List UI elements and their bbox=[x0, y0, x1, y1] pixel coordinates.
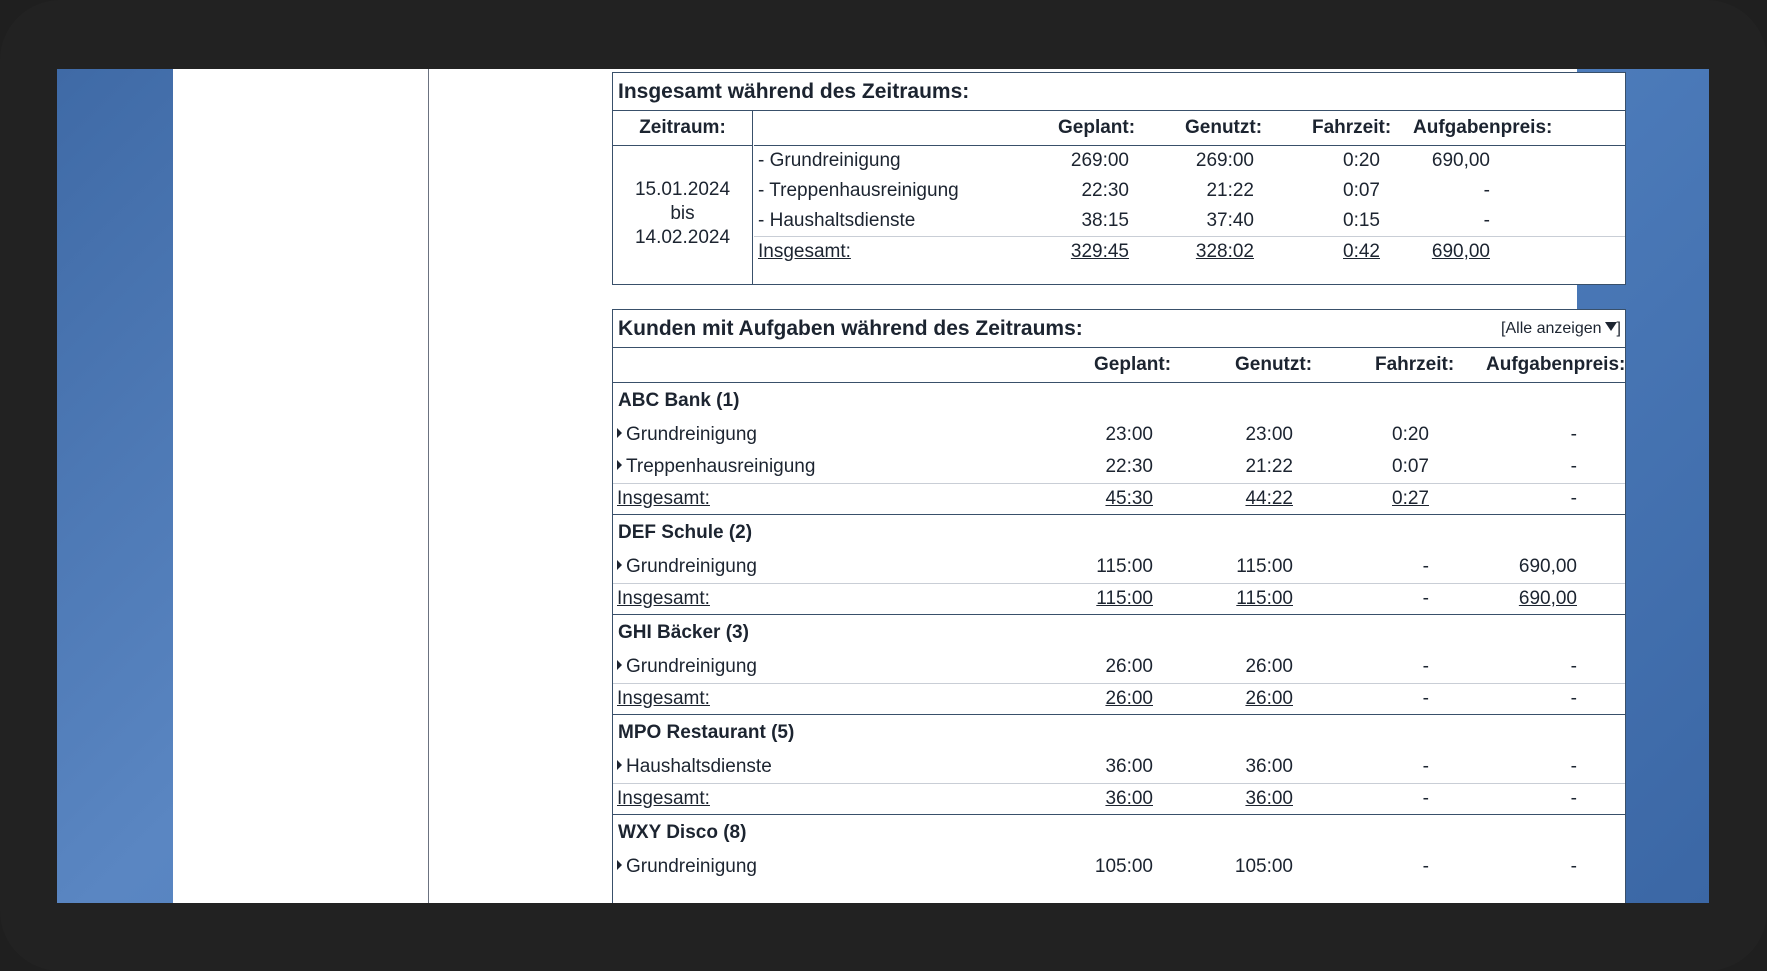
report-page bbox=[173, 69, 1626, 903]
task-label[interactable] bbox=[617, 651, 757, 683]
task-label[interactable] bbox=[617, 419, 757, 451]
task-row bbox=[754, 146, 1625, 176]
total-label[interactable] bbox=[758, 237, 851, 267]
value-used: 21:22 bbox=[1245, 456, 1293, 477]
value-drive: - bbox=[1422, 556, 1429, 577]
task-row bbox=[613, 751, 1625, 783]
value-price: 690,00 bbox=[1431, 150, 1490, 171]
value-used: 26:00 bbox=[1245, 656, 1293, 677]
expand-arrow-icon bbox=[617, 660, 622, 670]
summary-panel bbox=[612, 72, 1626, 285]
value-price: - bbox=[1570, 424, 1577, 445]
task-row bbox=[754, 206, 1625, 236]
value-planned: 22:30 bbox=[1081, 180, 1129, 201]
value-planned[interactable]: 115:00 bbox=[1096, 588, 1153, 609]
task-label bbox=[758, 176, 959, 206]
value-drive: 0:07 bbox=[1392, 456, 1429, 477]
value-drive: 0:20 bbox=[1343, 150, 1380, 171]
label-text: Grundreinigung bbox=[626, 424, 757, 445]
customer-name: MPO Restaurant (5) bbox=[618, 722, 795, 743]
customers-title-text: Kunden mit Aufgaben während des Zeitraums: bbox=[618, 317, 1083, 340]
value-planned: 26:00 bbox=[1105, 656, 1153, 677]
summary-header-row bbox=[754, 111, 1625, 146]
label-text: - Haushaltsdienste bbox=[758, 210, 916, 231]
show-all-label: [Alle anzeigen bbox=[1501, 320, 1602, 337]
value-planned: 23:00 bbox=[1105, 424, 1153, 445]
task-row bbox=[613, 651, 1625, 683]
task-label bbox=[758, 146, 901, 176]
show-all-toggle[interactable] bbox=[1501, 310, 1621, 347]
label-text: Insgesamt: bbox=[617, 688, 710, 709]
value-used[interactable]: 115:00 bbox=[1236, 588, 1293, 609]
task-row bbox=[754, 176, 1625, 206]
screen bbox=[57, 69, 1709, 903]
value-planned: 38:15 bbox=[1081, 210, 1129, 231]
value-planned: 36:00 bbox=[1105, 756, 1153, 777]
value-used: 36:00 bbox=[1245, 756, 1293, 777]
value-drive: - bbox=[1422, 656, 1429, 677]
value-drive: 0:20 bbox=[1392, 424, 1429, 445]
label-text: Grundreinigung bbox=[626, 656, 757, 677]
value-drive: - bbox=[1422, 588, 1429, 609]
period-range bbox=[613, 146, 752, 250]
period-column bbox=[613, 111, 753, 285]
label-text: Treppenhausreinigung bbox=[626, 456, 816, 477]
value-price: - bbox=[1570, 756, 1577, 777]
task-row bbox=[613, 451, 1625, 483]
customer-group bbox=[613, 814, 1625, 883]
caret-down-icon bbox=[1605, 322, 1617, 331]
value-drive: - bbox=[1422, 856, 1429, 877]
value-drive: - bbox=[1422, 688, 1429, 709]
value-used[interactable]: 36:00 bbox=[1245, 788, 1293, 809]
value-price: - bbox=[1483, 210, 1490, 231]
task-label bbox=[758, 206, 915, 236]
value-drive: - bbox=[1422, 756, 1429, 777]
period-from: 15.01.2024 bbox=[634, 179, 731, 200]
label-text: - Treppenhausreinigung bbox=[758, 180, 959, 201]
value-price: 690,00 bbox=[1518, 556, 1577, 577]
value-price: - bbox=[1570, 488, 1577, 509]
task-row bbox=[613, 851, 1625, 883]
period-header: Zeitraum: bbox=[613, 111, 752, 146]
expand-arrow-icon bbox=[617, 460, 622, 470]
header-planned: Geplant: bbox=[1094, 354, 1172, 375]
value-price[interactable]: 690,00 bbox=[1431, 241, 1490, 262]
task-label[interactable] bbox=[617, 851, 757, 883]
customer-group bbox=[613, 714, 1625, 814]
value-planned[interactable]: 45:30 bbox=[1105, 488, 1153, 509]
task-label[interactable] bbox=[617, 751, 772, 783]
value-planned[interactable]: 36:00 bbox=[1105, 788, 1153, 809]
expand-arrow-icon bbox=[617, 428, 622, 438]
value-planned: 269:00 bbox=[1070, 150, 1129, 171]
customer-group bbox=[613, 614, 1625, 714]
header-planned: Geplant: bbox=[1058, 117, 1136, 138]
value-used: 21:22 bbox=[1206, 180, 1254, 201]
customers-header-row bbox=[613, 348, 1625, 383]
value-used: 115:00 bbox=[1236, 556, 1293, 577]
value-planned: 115:00 bbox=[1096, 556, 1153, 577]
customer-name: WXY Disco (8) bbox=[618, 822, 747, 843]
value-drive: 0:15 bbox=[1343, 210, 1380, 231]
label-text: Grundreinigung bbox=[626, 856, 757, 877]
expand-arrow-icon bbox=[617, 860, 622, 870]
value-used[interactable]: 328:02 bbox=[1195, 241, 1254, 262]
value-planned[interactable]: 329:45 bbox=[1070, 241, 1129, 262]
task-label[interactable] bbox=[617, 451, 815, 483]
show-all-bracket: ] bbox=[1616, 320, 1621, 337]
value-planned: 105:00 bbox=[1094, 856, 1153, 877]
value-used[interactable]: 26:00 bbox=[1245, 688, 1293, 709]
value-used: 23:00 bbox=[1245, 424, 1293, 445]
value-used: 105:00 bbox=[1234, 856, 1293, 877]
value-planned: 22:30 bbox=[1105, 456, 1153, 477]
total-label[interactable] bbox=[617, 784, 710, 814]
summary-title: Insgesamt während des Zeitraums: bbox=[613, 73, 1625, 111]
value-planned[interactable]: 26:00 bbox=[1105, 688, 1153, 709]
label-text: Grundreinigung bbox=[626, 556, 757, 577]
total-label[interactable] bbox=[617, 584, 710, 614]
label-text: Insgesamt: bbox=[617, 788, 710, 809]
total-row bbox=[613, 683, 1625, 714]
value-drive: - bbox=[1422, 788, 1429, 809]
value-price: - bbox=[1570, 656, 1577, 677]
label-text: Insgesamt: bbox=[617, 588, 710, 609]
total-label[interactable] bbox=[617, 684, 710, 714]
customers-panel bbox=[612, 309, 1626, 903]
customer-name: DEF Schule (2) bbox=[618, 522, 753, 543]
expand-arrow-icon bbox=[617, 760, 622, 770]
value-used[interactable]: 44:22 bbox=[1245, 488, 1293, 509]
value-price: - bbox=[1570, 856, 1577, 877]
value-price: - bbox=[1570, 688, 1577, 709]
customer-group bbox=[613, 514, 1625, 614]
customers-title bbox=[613, 310, 1625, 348]
value-drive: 0:07 bbox=[1343, 180, 1380, 201]
total-row bbox=[613, 783, 1625, 814]
period-to: 14.02.2024 bbox=[634, 227, 731, 248]
value-price[interactable]: 690,00 bbox=[1518, 588, 1577, 609]
value-drive[interactable]: 0:42 bbox=[1343, 241, 1380, 262]
customer-name: GHI Bäcker (3) bbox=[618, 622, 749, 643]
task-row bbox=[613, 551, 1625, 583]
value-price: - bbox=[1570, 456, 1577, 477]
value-price: - bbox=[1483, 180, 1490, 201]
header-price: Aufgabenpreis: bbox=[1486, 354, 1626, 375]
period-sep: bis bbox=[670, 203, 695, 224]
value-price: - bbox=[1570, 788, 1577, 809]
total-row bbox=[754, 236, 1625, 267]
header-price: Aufgabenpreis: bbox=[1413, 117, 1553, 138]
value-drive[interactable]: 0:27 bbox=[1392, 488, 1429, 509]
header-used: Genutzt: bbox=[1235, 354, 1313, 375]
page-divider bbox=[428, 69, 429, 903]
header-drive: Fahrzeit: bbox=[1312, 117, 1392, 138]
total-row bbox=[613, 483, 1625, 514]
label-text: Insgesamt: bbox=[758, 241, 851, 262]
header-drive: Fahrzeit: bbox=[1375, 354, 1455, 375]
task-row bbox=[613, 419, 1625, 451]
label-text: Insgesamt: bbox=[617, 488, 710, 509]
customer-group bbox=[613, 383, 1625, 514]
label-text: Haushaltsdienste bbox=[626, 756, 772, 777]
total-label[interactable] bbox=[617, 484, 710, 514]
expand-arrow-icon bbox=[617, 560, 622, 570]
header-used: Genutzt: bbox=[1185, 117, 1263, 138]
label-text: - Grundreinigung bbox=[758, 150, 901, 171]
task-label[interactable] bbox=[617, 551, 757, 583]
value-used: 269:00 bbox=[1195, 150, 1254, 171]
total-row bbox=[613, 583, 1625, 614]
value-used: 37:40 bbox=[1206, 210, 1254, 231]
customer-name: ABC Bank (1) bbox=[618, 390, 740, 411]
